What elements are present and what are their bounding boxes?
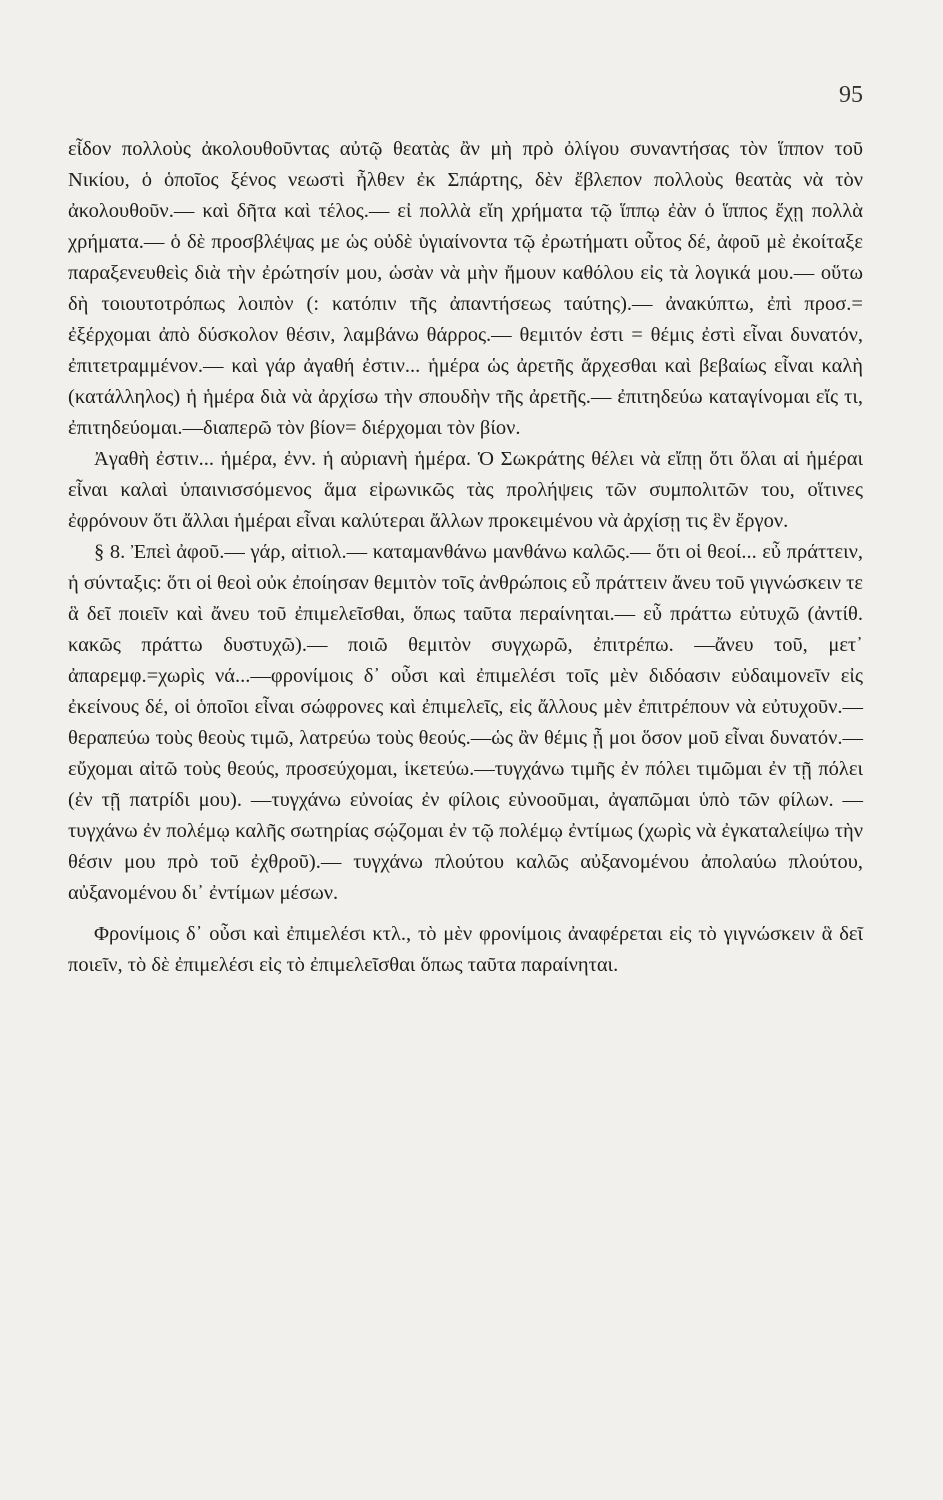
paragraph-section-8: § 8. Ἐπεὶ ἀφοῦ.— γάρ, αἰτιολ.— καταμανθάνω μανθάνω καλῶς.— ὅτι οἱ θεοί... εὖ πράττειν, ἡ σύνταξις: ὅτι οἱ θεοὶ οὐκ ἐποίησαν θεμιτὸν τοῖς ἀνθρώποις εὖ πράττειν ἄνευ τοῦ γιγνώσκειν τε ἃ δεῖ ποιεῖν καὶ ἄνευ τοῦ ἐπιμελεῖσθαι, ὅπως ταῦτα περαίνηται.— εὖ πράττω εὐτυχῶ (ἀντίθ. κακῶς πράττω δυστυχῶ).— ποιῶ θεμιτὸν συγχωρῶ, ἐπιτρέπω. —ἄνευ τοῦ, μετ᾽ ἀπαρεμφ.=χωρὶς νά...—φρονίμοις δ᾽ οὖσι καὶ ἐπιμελέσι τοῖς μὲν διδόασιν εὐδαιμονεῖν εἰς ἐκείνους δέ, οἱ ὁποῖοι εἶναι σώφρονες καὶ ἐπιμελεῖς, εἰς ἄλλους μὲν ἐπιτρέπουν νὰ εὐτυχοῦν.— θεραπεύω τοὺς θεοὺς τιμῶ, λατρεύω τοὺς θεούς.—ὡς ἂν θέμις ᾖ μοι ὅσον μοῦ εἶναι δυνατόν.—εὔχομαι αἰτῶ τοὺς θεούς, προσεύχομαι, ἱκετεύω.—τυγχάνω τιμῆς ἐν πόλει τιμῶμαι ἐν τῇ πόλει (ἐν τῇ πατρίδι μου). —τυγχάνω εὐνοίας ἐν φίλοις εὐνοοῦμαι, ἀγαπῶμαι ὑπὸ τῶν φίλων. — τυγχάνω ἐν πολέμῳ καλῆς σωτηρίας σῴζομαι ἐν τῷ πολέμῳ ἐντίμως (χωρὶς νὰ ἐγκαταλείψω τὴν θέσιν μου πρὸ τοῦ ἐχθροῦ).— τυγχάνω πλούτου καλῶς αὐξανομένου ἀπολαύω πλούτου, αὐξανομένου δι᾽ ἐντίμων μέσων.	[68, 541, 863, 904]
commentary-text	[68, 134, 863, 981]
paragraph-2: Ἀγαθὴ ἐστιν... ἡμέρα, ἐνν. ἡ αὐριανὴ ἡμέρα. Ὁ Σωκράτης θέλει νὰ εἴπῃ ὅτι ὅλαι αἱ ἡμέραι εἶναι καλαὶ ὑπαινισσόμενος ἅμα εἰρωνικῶς τὰς προλήψεις τῶν συμπολιτῶν του, οἵτινες ἐφρόνουν ὅτι ἄλλαι ἡμέραι εἶναι καλύτεραι ἄλλων προκειμένου νὰ ἀρχίσῃ τις ἓν ἔργον.	[68, 448, 863, 532]
page-number: 95	[839, 82, 863, 108]
paragraph-1: εἶδον πολλοὺς ἀκολουθοῦντας αὐτῷ θεατὰς ἂν μὴ πρὸ ὀλίγου συναντήσας τὸν ἵππον τοῦ Νικίου, ὁ ὁποῖος ξένος νεωστὶ ἦλθεν ἐκ Σπάρτης, δὲν ἔβλεπον πολλοὺς θεατὰς νὰ τὸν ἀκολουθοῦν.— καὶ δῆτα καὶ τέλος.— εἰ πολλὰ εἴη χρήματα τῷ ἵππῳ ἐὰν ὁ ἵππος ἔχῃ πολλὰ χρήματα.— ὁ δὲ προσβλέψας με ὡς οὐδὲ ὑγιαίνοντα τῷ ἐρωτήματι οὗτος δέ, ἀφοῦ μὲ ἐκοίταξε παραξενευθεὶς διὰ τὴν ἐρώτησίν μου, ὡσὰν νὰ μὴν ἤμουν καθόλου εἰς τὰ λογικά μου.— οὕτω δὴ τοιουτοτρόπως λοιπὸν (: κατόπιν τῆς ἀπαντήσεως ταύτης).— ἀνακύπτω, ἐπὶ προσ.= ἐξέρχομαι ἀπὸ δύσκολον θέσιν, λαμβάνω θάρρος.— θεμιτόν ἐστι = θέμις ἐστὶ εἶναι δυνατόν, ἐπιτετραμμένον.— καὶ γάρ ἀγαθή ἐστιν... ἡμέρα ὡς ἀρετῆς ἄρχεσθαι καὶ βεβαίως εἶναι καλὴ (κατάλληλος) ἡ ἡμέρα διὰ νὰ ἀρχίσω τὴν σπουδὴν τῆς ἀρετῆς.— ἐπιτηδεύω καταγίνομαι εἴς τι, ἐπιτηδεύομαι.—διαπερῶ τὸν βίον= διέρχομαι τὸν βίον.	[68, 138, 863, 439]
paragraph-4: Φρονίμοις δ᾽ οὖσι καὶ ἐπιμελέσι κτλ., τὸ μὲν φρονίμοις ἀναφέρεται εἰς τὸ γιγνώσκειν ἃ δεῖ ποιεῖν, τὸ δὲ ἐπιμελέσι εἰς τὸ ἐπιμελεῖσθαι ὅπως ταῦτα παραίνηται.	[68, 923, 863, 976]
